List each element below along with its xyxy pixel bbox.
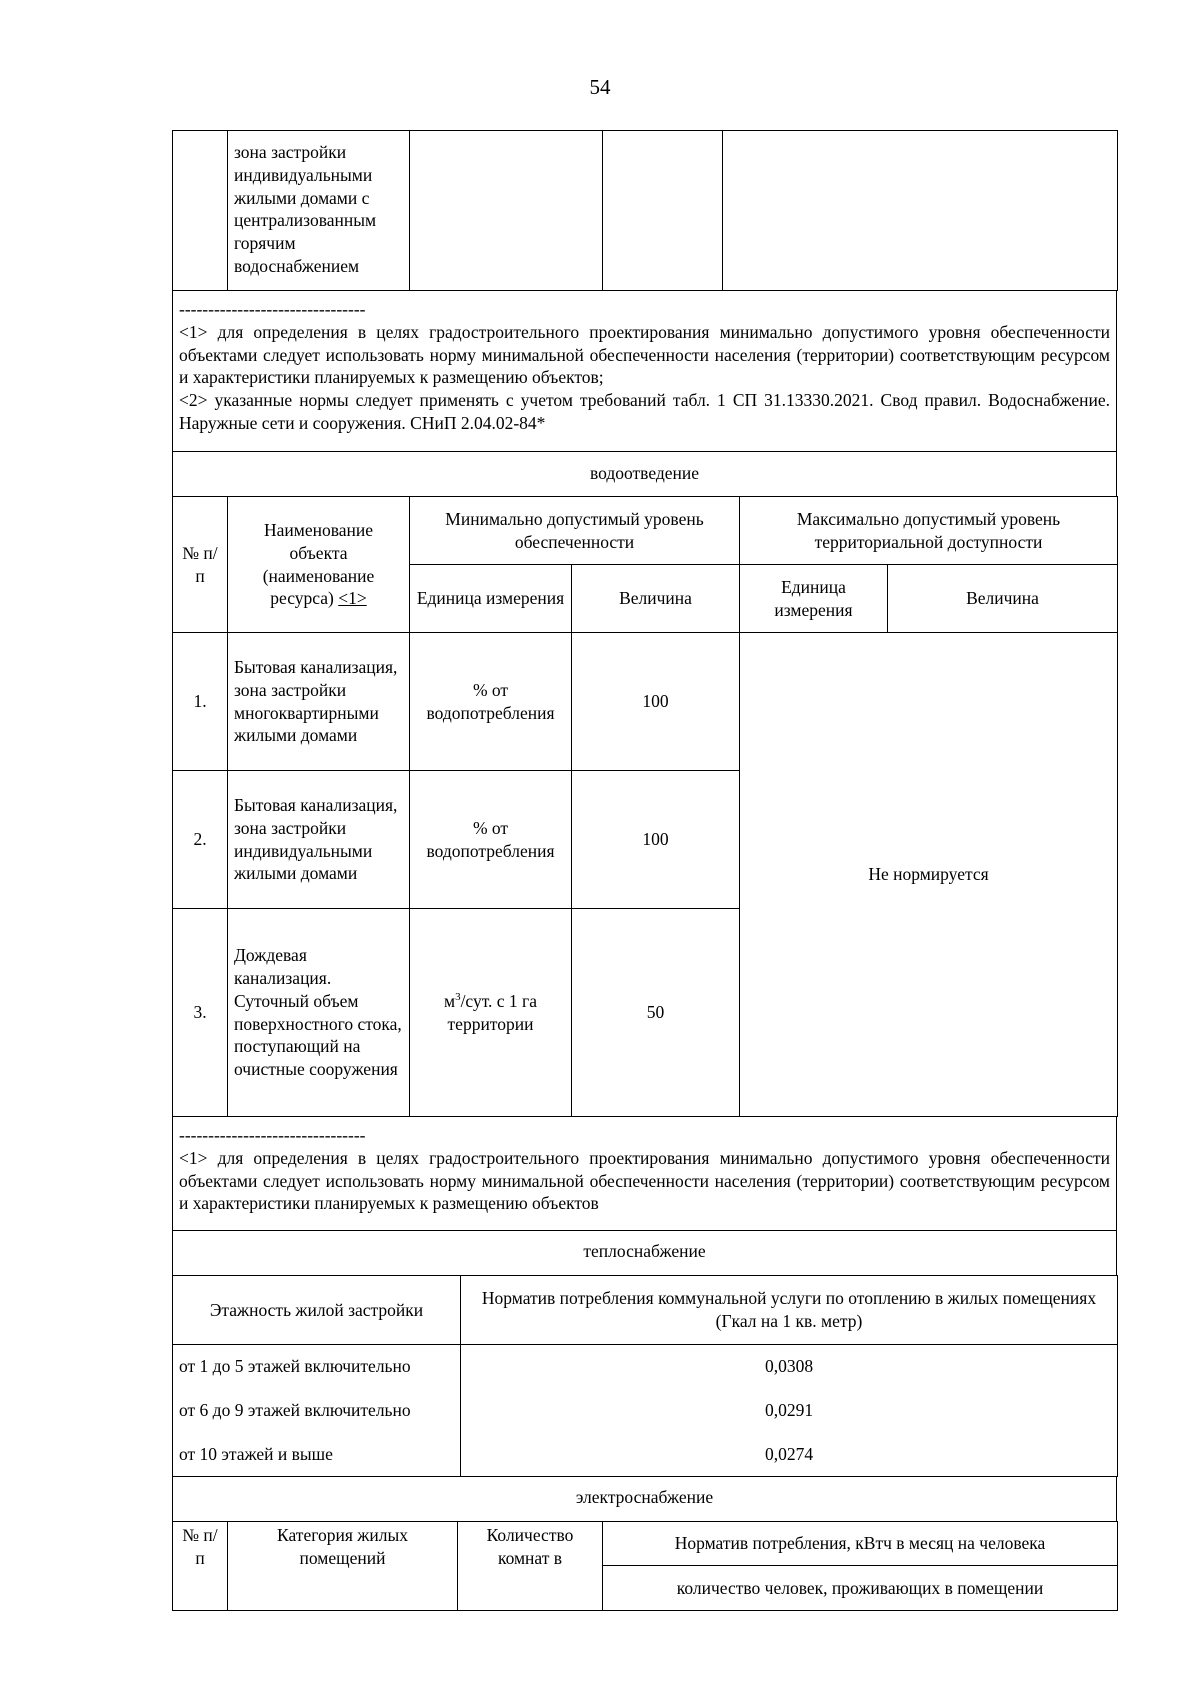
page-number: 54 <box>589 75 611 99</box>
table-row: 3. Дождевая канализация. Суточный объем поверхностного стока, поступающий на очистные сооружения $м^3$/сут. с 1 га территории 50 <box>173 909 1118 1117</box>
water-footnotes <box>172 290 1117 452</box>
not-normalized-cell: Не нормируется <box>740 633 1118 1117</box>
electricity-table <box>172 1521 1117 1611</box>
header-max-level: Максимально допустимый уровень территориальной доступности <box>740 497 1118 565</box>
row-name: зона застройки индивидуальными жилыми домами с централизованным горячим водоснабжением <box>228 131 410 291</box>
header-min-level: Минимально допустимый уровень обеспеченности <box>410 497 740 565</box>
header-value: Величина <box>572 565 740 633</box>
header-unit: Единица измерения <box>410 565 572 633</box>
footnote-1: <1> для определения в целях градостроительного проектирования минимально допустимого уровня обеспеченности объектами следует использовать норму минимальной обеспеченности населения (территории) соответствующим ресурсом и характеристики планируемых к размещению объектов <box>179 1147 1110 1214</box>
header-num: № п/п <box>173 1522 228 1611</box>
header-name: Наименование объекта (наименование ресурса) <1> <box>228 497 410 633</box>
footnote-ref[interactable]: <1> <box>338 588 367 609</box>
table-row: 1. Бытовая канализация, зона застройки многоквартирными жилыми домами % от водопотребления 100 Не нормируется <box>173 633 1118 771</box>
header-rooms: Количество комнат в <box>458 1522 603 1611</box>
section-title-drainage: водоотведение <box>172 452 1117 497</box>
header-value-2: Величина <box>888 565 1118 633</box>
header-unit-2: Единица измерения <box>740 565 888 633</box>
header-floors: Этажность жилой застройки <box>173 1276 461 1345</box>
drainage-footnotes <box>172 1116 1117 1231</box>
footnote-1: <1> для определения в целях градостроительного проектирования минимально допустимого уровня обеспеченности объектами следует использовать норму минимальной обеспеченности населения (территории) соответствующим ресурсом и характеристики планируемых к размещению объектов; <box>179 321 1110 388</box>
section-title-electricity: электроснабжение <box>172 1476 1117 1522</box>
header-norm: Норматив потребления, кВтч в месяц на человека <box>603 1522 1118 1566</box>
header-num: № п/п <box>173 497 228 633</box>
table-row: 2. Бытовая канализация, зона застройки индивидуальными жилыми домами % от водопотребления 100 <box>173 771 1118 909</box>
header-people: количество человек, проживающих в помещении <box>603 1566 1118 1611</box>
footnote-separator: -------------------------------- <box>179 299 366 319</box>
header-heating-norm: Норматив потребления коммунальной услуги по отоплению в жилых помещениях (Гкал на 1 кв. метр) <box>461 1276 1118 1345</box>
unit-cell: $м^3$/сут. с 1 га территории <box>410 909 572 1117</box>
table-row: от 1 до 5 этажей включительно 0,0308 <box>173 1345 1118 1389</box>
footnote-2: <2> указанные нормы следует применять с учетом требований табл. 1 СП 31.13330.2021. Свод правил. Водоснабжение. Наружные сети и сооружения. СНиП 2.04.02-84* <box>179 390 1110 433</box>
heating-table <box>172 1275 1117 1477</box>
table-row: от 10 этажей и выше 0,0274 <box>173 1433 1118 1477</box>
table-row: от 6 до 9 этажей включительно 0,0291 <box>173 1389 1118 1433</box>
drainage-table <box>172 496 1117 1117</box>
footnote-separator: -------------------------------- <box>179 1125 366 1145</box>
header-category: Категория жилых помещений <box>228 1522 458 1611</box>
water-table-continuation <box>172 130 1117 291</box>
section-title-heating: теплоснабжение <box>172 1230 1117 1276</box>
